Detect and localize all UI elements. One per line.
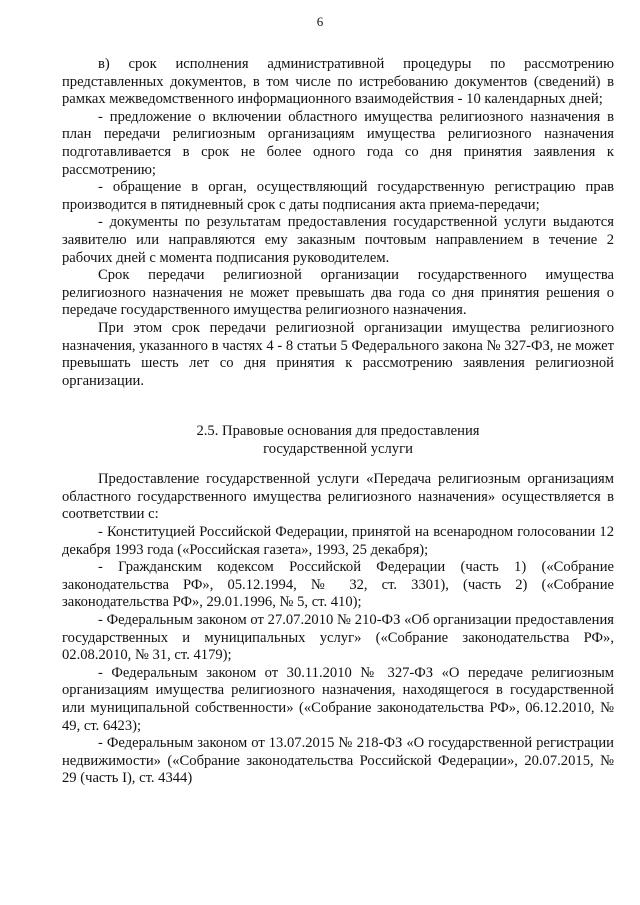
paragraph-documents-issued: - документы по результатам предоставления государственной услуги выдаются заявителю или направляются ему заказным почтовым направлением в течение 2 рабочих дней с момента подписания руководителем. [62, 214, 614, 266]
section-heading [62, 422, 614, 458]
paragraph-proposal-plan: - предложение о включении областного имущества религиозного назначения в план передачи религиозным организациям имущества религиозного назначения подготавливается в срок не более одного года со дня принятия заявления к рассмотрению; [62, 108, 614, 178]
paragraph-registration-request: - обращение в орган, осуществляющий государственную регистрацию прав производится в пятидневный срок с даты подписания акта приема-передачи; [62, 179, 614, 213]
paragraph-deadline-review: в) срок исполнения административной процедуры по рассмотрению представленных документов, в том числе по истребованию документов (сведений) в рамках межведомственного информационного взаимодействия - 10 календарных дней; [62, 56, 614, 108]
list-item-law-210: - Федеральным законом от 27.07.2010 № 210-ФЗ «Об организации предоставления государственных и муниципальных услуг» («Собрание законодательства РФ», 02.08.2010, № 31, ст. 4179); [62, 612, 614, 664]
list-item-civil-code: - Гражданским кодексом Российской Федерации (часть 1) («Собрание законодательства РФ», 05.12.1994, № 32, ст. 3301), (часть 2) («Собрание законодательства РФ», 29.01.1996, № 5, ст. 410); [62, 559, 614, 611]
paragraph-transfer-term-extended: При этом срок передачи религиозной организации имущества религиозного назначения, указанного в частях 4 - 8 статьи 5 Федерального закона № 327-ФЗ, не может превышать шесть лет со дня принятия к рассмотрению заявления религиозной организации. [62, 319, 614, 389]
list-item-constitution: - Конституцией Российской Федерации, принятой на всенародном голосовании 12 декабря 1993 года («Российская газета», 1993, 25 декабря); [62, 524, 614, 558]
section-heading-line-2: государственной услуги [263, 441, 413, 458]
page-number: 6 [316, 14, 324, 29]
document-body [62, 56, 614, 788]
list-item-law-327: - Федеральным законом от 30.11.2010 № 327-ФЗ «О передаче религиозным организациям имущества религиозного назначения, находящегося в государственной или муниципальной собственности» («Собрание законодательства РФ», 06.12.2010, № 49, ст. 6423); [62, 664, 614, 734]
paragraph-transfer-term: Срок передачи религиозной организации государственного имущества религиозного назначения не может превышать два года со дня принятия решения о передаче государственного имущества религиозного назначения. [62, 267, 614, 319]
section-heading-line-1: 2.5. Правовые основания для предоставления [196, 423, 480, 440]
list-item-law-218: - Федеральным законом от 13.07.2015 № 218-ФЗ «О государственной регистрации недвижимости» («Собрание законодательства Российской Федерации», 20.07.2015, № 29 (часть I), ст. 4344) [62, 735, 614, 787]
paragraph-legal-basis-intro: Предоставление государственной услуги «Передача религиозным организациям областного государственного имущества религиозного назначения» осуществляется в соответствии с: [62, 471, 614, 523]
